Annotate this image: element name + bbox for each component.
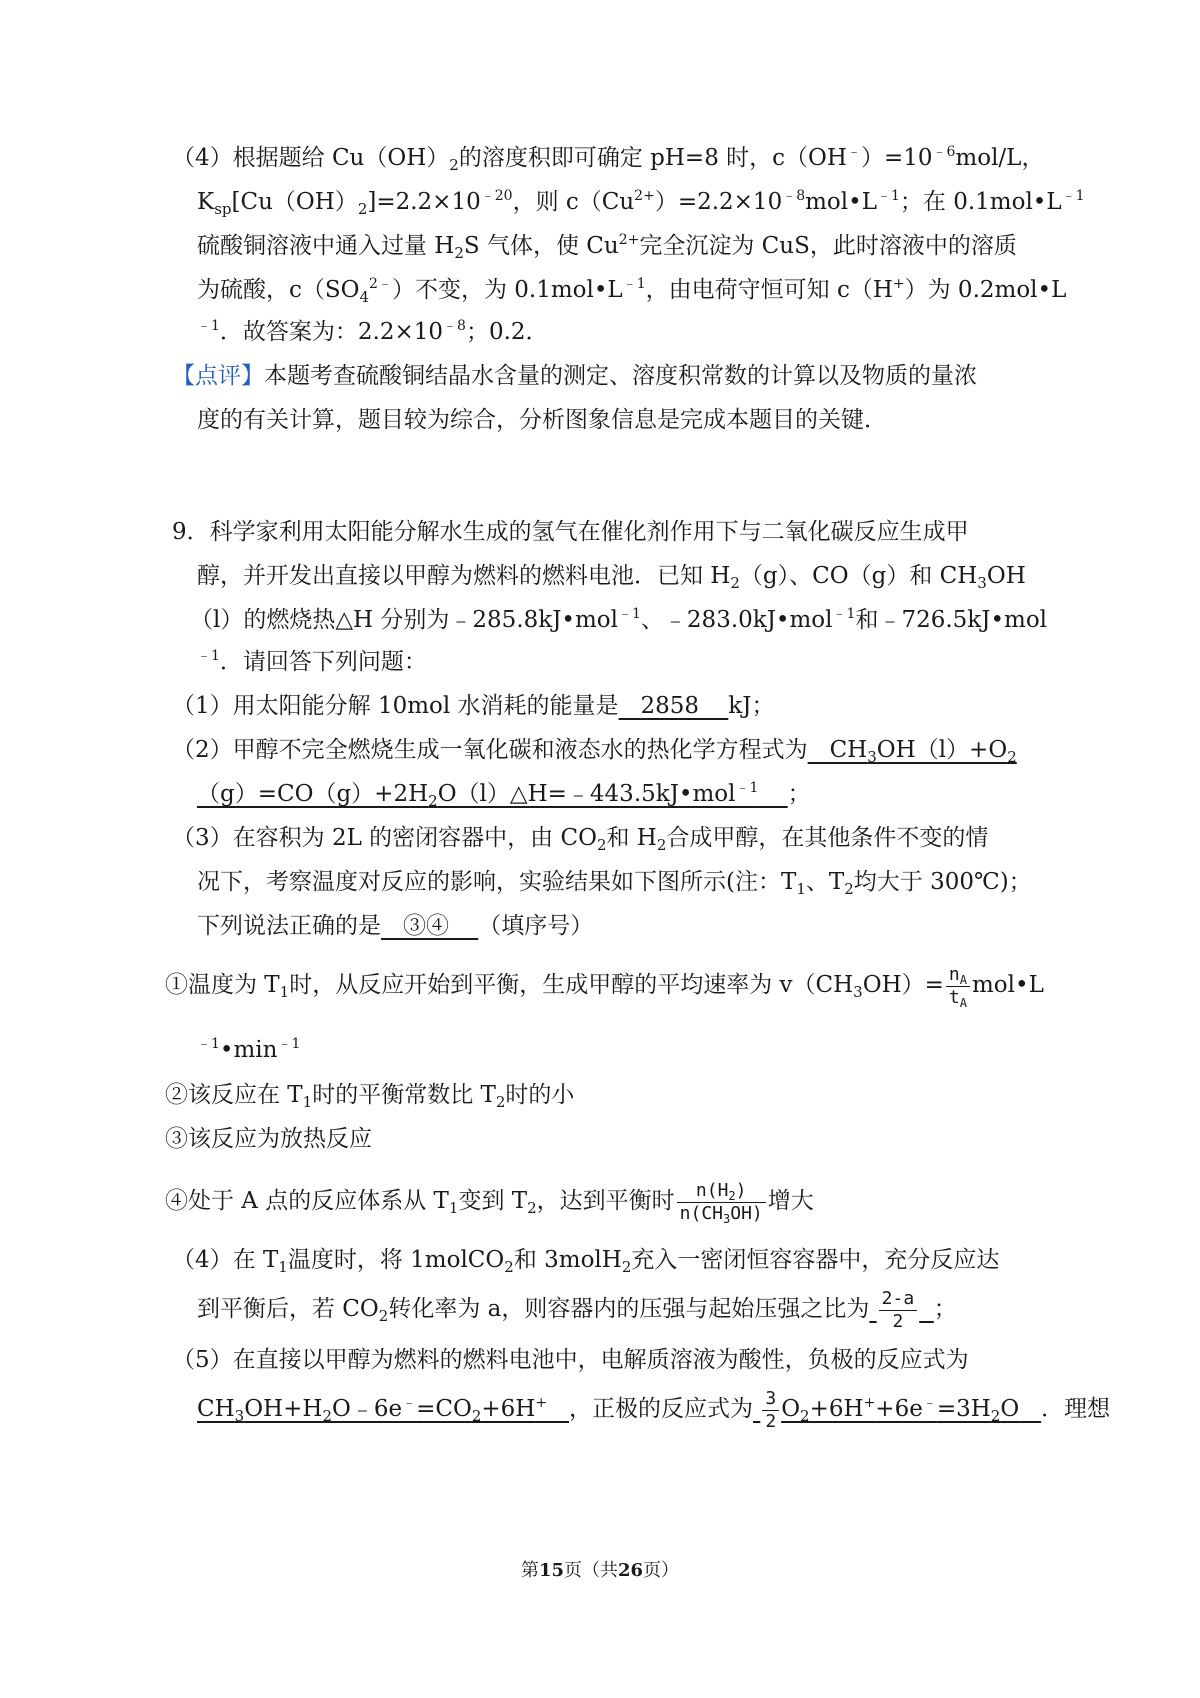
option-1: ①温度为 $T_1$时，从反应开始到平衡，生成甲醇的平均速率为 $v(CH_3OH)=$ $\frac{n_A}{t_A}$ mol•L — [165, 963, 1044, 1010]
q9-line3: （l）的燃烧热△H 分别为﹣285.8kJ•mol$^{﹣1}$、﹣283.0kJ•mol$^{﹣1}$和﹣726.5kJ•mol — [190, 606, 1048, 633]
page-footer: 第15页（共26页） — [520, 1560, 680, 1581]
q9-part1: （1）用太阳能分解 10mol 水消耗的能量是 2858 kJ； — [172, 693, 775, 719]
prev-part4-line4: 为硫酸，$c(SO_4^{2﹣})$不变，为 $0.1mol•L^{﹣1}$，由电荷守恒可知 c（H+）为 0.2mol•L — [197, 276, 1067, 306]
q9-part2-line1: （2）甲醇不完全燃烧生成一氧化碳和液态水的热化学方程式为 $CH_3OH(l)+O_2$ — [172, 737, 1017, 766]
ratio-fraction: $\frac{n(H_2)}{n(CH_3OH)}$ — [677, 1181, 766, 1224]
option-2: ②该反应在 $T_1$时的平衡常数比 $T_2$时的小 — [165, 1082, 575, 1111]
answer-blank-2a: $CH_3OH(l)+O_2$ — [829, 737, 1017, 766]
q9-part4-line2: 到平衡后，若 $CO_2$转化率为 a，则容器内的压强与起始压强之比为 $\frac{2-a}{2}$ ； — [197, 1287, 957, 1332]
option-3: ③该反应为放热反应 — [165, 1126, 372, 1152]
answer-blank-3: ③④ — [402, 913, 449, 939]
q9-line4: $^{﹣1}$．请回答下列问题： — [197, 648, 427, 675]
q9-part4-line1: （4）在 $T_1$温度时，将 1molCO$_2$和 3molH$_2$充入一密闭恒容容器中，充分反应达 — [172, 1247, 1000, 1276]
q9-line1: 9．科学家利用太阳能分解水生成的氢气在催化剂作用下与二氧化碳反应生成甲 — [172, 519, 969, 545]
answer-blank-1: 2858 — [640, 693, 700, 719]
q9-part5-line2: $CH_3OH+H_2O﹣6e^﹣=CO_2+6H^+$ ，正极的反应式为 $\frac{3}{2}$ $O_2+6H^++6e^﹣=3H_2O$ ．理想 — [197, 1387, 1111, 1432]
q9-part3-line3: 下列说法正确的是 ③④ （填序号） — [197, 913, 594, 939]
q9-part5-line1: （5）在直接以甲醇为燃料的燃料电池中，电解质溶液为酸性，负极的反应式为 — [172, 1347, 969, 1373]
q9-part3-line1: （3）在容积为 2L 的密闭容器中，由 $CO_2$和 $H_2$合成甲醇，在其他条件不变的情 — [172, 825, 989, 854]
answer-blank-2b: $(g)=CO(g)+2H_2O(l)\triangle H=﹣443.5kJ•mol^{﹣1}$ — [197, 780, 759, 810]
comment-tag: 【点评】 — [172, 363, 264, 389]
comment-line1: 【点评】本题考查硫酸铜结晶水含量的测定、溶度积常数的计算以及物质的量浓 — [172, 363, 977, 389]
pressure-ratio-fraction: $\frac{2-a}{2}$ — [879, 1289, 918, 1332]
option-1-line2: $^{﹣1}•\min^{﹣1}$ — [197, 1036, 301, 1063]
answer-blank-5b: $\frac{3}{2}$ $O_2+6H^++6e^﹣=3H_2O$ — [753, 1396, 1041, 1422]
total-pages: 26 — [618, 1560, 644, 1581]
answer-blank-4 — [869, 1287, 933, 1332]
comment-line2: 度的有关计算，题目较为综合，分析图象信息是完成本题目的关键． — [197, 407, 887, 433]
q9-line2: 醇，并开发出直接以甲醇为燃料的燃料电池．已知 $H_2(g)$、CO（g）和 $CH_3OH$ — [197, 563, 1026, 592]
prev-part4-line2: $K_{sp}[Cu(OH)_2]=2.2\times 10^{﹣20}$，则 $c(Cu^{2+})=2.2\times 10^{﹣8}mol•L^{﹣1}$；在 $0.1mol•L^{﹣1}$ — [197, 188, 1085, 218]
half-fraction: $\frac{3}{2}$ — [762, 1389, 779, 1432]
q9-part3-line2: 况下，考察温度对反应的影响，实验结果如下图所示(注：$T_1$、$T_2$均大于 300℃)； — [197, 869, 1032, 898]
prev-part4-line1: （4）根据题给 $Cu(OH)_2$的溶度积即可确定 pH=8 时，$c(OH^﹣)=10^{﹣6}mol/L$， — [172, 144, 1045, 174]
page-number: 15 — [538, 1560, 564, 1581]
option-4: ④处于 A 点的反应体系从 $T_1$变到 $T_2$，达到平衡时 $\frac{n(H_2)}{n(CH_3OH)}$ 增大 — [165, 1179, 814, 1226]
q9-part2-line2: $(g)=CO(g)+2H_2O(l)\triangle H=﹣443.5kJ•mol^{﹣1}$ ； — [197, 780, 811, 810]
prev-part4-line5: $^{﹣1}$．故答案为：$2.2\times 10^{﹣8}$；0.2． — [197, 318, 549, 345]
prev-part4-line3: 硫酸铜溶液中通入过量 $H_2S$ 气体，使 $Cu^{2+}$完全沉淀为 CuS，此时溶液中的溶质 — [197, 232, 1017, 262]
answer-blank-5a: $CH_3OH+H_2O﹣6e^﹣=CO_2+6H^+$ — [197, 1395, 548, 1425]
rate-fraction: $\frac{n_A}{t_A}$ — [946, 965, 970, 1008]
